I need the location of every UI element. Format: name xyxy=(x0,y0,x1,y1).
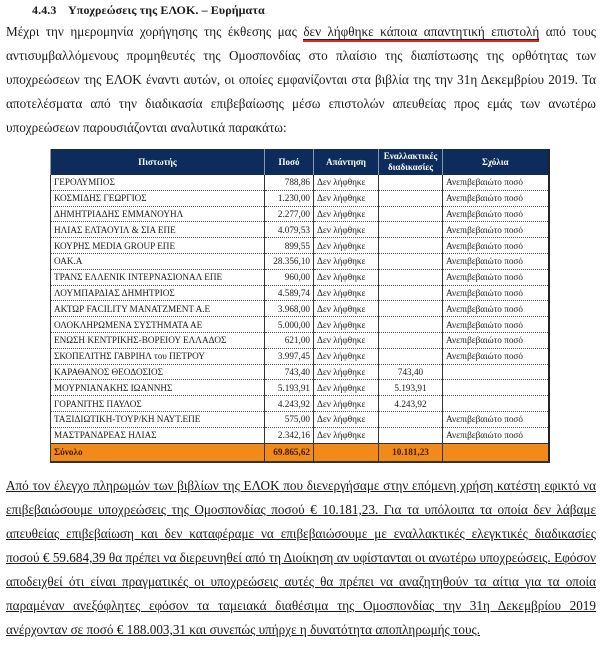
table-row xyxy=(51,238,549,254)
total-alternative: 10.181,23 xyxy=(379,443,443,462)
header-alternative-procedures: Εναλλακτικές διαδικασίες xyxy=(379,149,443,175)
table-total-row xyxy=(51,443,549,462)
cell-alternative xyxy=(379,285,443,301)
total-amount: 69.865,62 xyxy=(265,443,314,462)
cell-creditor: ΚΟΥΡΗΣ MEDIA GROUP ΕΠΕ xyxy=(51,238,265,254)
table-row xyxy=(51,332,549,348)
cell-response: Δεν λήφθηκε xyxy=(314,411,379,427)
cell-response: Δεν λήφθηκε xyxy=(314,364,379,380)
cell-amount: 5.000,00 xyxy=(265,317,314,333)
cell-amount: 4.079,53 xyxy=(265,222,314,238)
cell-amount: 5.193,91 xyxy=(265,380,314,396)
cell-comment: Ανεπιβεβαιώτο ποσό xyxy=(443,238,549,254)
cell-alternative: 743,40 xyxy=(379,364,443,380)
cell-creditor: ΤΡΑΝΣ ΕΛΛΕΝΙΚ ΙΝΤΕΡΝΑΣΙΟΝΑΛ ΕΠΕ xyxy=(51,269,265,285)
cell-amount: 2.277,00 xyxy=(265,206,314,222)
cell-comment: Ανεπιβεβαιώτο ποσό xyxy=(443,427,549,443)
intro-text-before: Μέχρι την ημερομηνία χορήγησης της έκθεσης μας xyxy=(6,24,304,39)
cell-creditor: ΚΟΣΜΙΔΗΣ ΓΕΩΡΓΙΟΣ xyxy=(51,190,265,206)
highlighted-phrase: δεν λήφθηκε κάποια απαντητική επιστολή xyxy=(303,24,540,39)
cell-creditor: ΜΑΣΤΡΑΝΔΡΕΑΣ ΗΛΙΑΣ xyxy=(51,427,265,443)
cell-creditor: ΔΗΜΗΤΡΙΑΔΗΣ ΕΜΜΑΝΟΥΗΛ xyxy=(51,206,265,222)
cell-alternative xyxy=(379,348,443,364)
section-title: Υποχρεώσεις της ΕΛΟΚ. – Ευρήματα xyxy=(68,3,265,17)
table-row xyxy=(51,253,549,269)
cell-comment: Ανεπιβεβαιώτο ποσό xyxy=(443,285,549,301)
cell-alternative xyxy=(379,301,443,317)
cell-comment: Ανεπιβεβαιώτο ποσό xyxy=(443,411,549,427)
table-row xyxy=(51,190,549,206)
table-row xyxy=(51,364,549,380)
cell-amount: 28.356,10 xyxy=(265,253,314,269)
cell-creditor: ΟΑΚ.Α xyxy=(51,253,265,269)
cell-creditor: ΑΚΤΩΡ FACILITY ΜΑΝΑΤΖΜΕΝΤ Α.Ε xyxy=(51,301,265,317)
cell-response: Δεν λήφθηκε xyxy=(314,427,379,443)
cell-comment: Ανεπιβεβαιώτο ποσό xyxy=(443,269,549,285)
cell-alternative xyxy=(379,222,443,238)
table-row xyxy=(51,380,549,396)
cell-response: Δεν λήφθηκε xyxy=(314,396,379,412)
section-number: 4.4.3 xyxy=(32,3,57,17)
cell-comment xyxy=(443,396,549,412)
header-comments: Σχόλια xyxy=(443,149,549,175)
table-row xyxy=(51,317,549,333)
cell-comment: Ανεπιβεβαιώτο ποσό xyxy=(443,348,549,364)
header-amount: Ποσό xyxy=(265,149,314,175)
cell-alternative xyxy=(379,175,443,190)
cell-response: Δεν λήφθηκε xyxy=(314,269,379,285)
cell-amount: 3.968,00 xyxy=(265,301,314,317)
cell-comment: Ανεπιβεβαιώτο ποσό xyxy=(443,253,549,269)
table-row xyxy=(51,285,549,301)
cell-response: Δεν λήφθηκε xyxy=(314,317,379,333)
cell-alternative xyxy=(379,317,443,333)
header-creditor: Πιστωτής xyxy=(51,149,265,175)
total-label: Σύνολο xyxy=(51,443,265,462)
cell-amount: 899,55 xyxy=(265,238,314,254)
table-row xyxy=(51,427,549,443)
cell-comment: Ανεπιβεβαιώτο ποσό xyxy=(443,190,549,206)
cell-response: Δεν λήφθηκε xyxy=(314,206,379,222)
header-response: Απάντηση xyxy=(314,149,379,175)
cell-alternative: 5.193,91 xyxy=(379,380,443,396)
intro-paragraph xyxy=(6,20,596,140)
cell-comment: Ανεπιβεβαιώτο ποσό xyxy=(443,222,549,238)
cell-creditor: ΓΟΡΑΝΙΤΗΣ ΠΑΥΛΟΣ xyxy=(51,396,265,412)
cell-amount: 960,00 xyxy=(265,269,314,285)
cell-amount: 2.342,16 xyxy=(265,427,314,443)
cell-amount: 743,40 xyxy=(265,364,314,380)
cell-alternative xyxy=(379,332,443,348)
cell-amount: 788,86 xyxy=(265,175,314,190)
cell-response: Δεν λήφθηκε xyxy=(314,175,379,190)
cell-creditor: ΣΚΟΠΕΛΙΤΗΣ ΓΑΒΡΙΗΛ του ΠΕΤΡΟΥ xyxy=(51,348,265,364)
total-comment xyxy=(443,443,549,462)
conclusion-paragraph: Από τον έλεγχο πληρωμών των βιβλίων της ΕΛΟΚ που διενεργήσαμε στην επόμενη χρήση κατέστη εφικτό να επιβεβαιώσουμε υποχρεώσεις της Ομοσπονδίας ποσού € 10.181,23. Για τα υπόλοιπα τα οποία δεν λάβαμε απευθείας επιβεβαίωση και δεν καταφέραμε να επιβεβαιώσουμε με εναλλακτικές ελεγκτικές διαδικασίες ποσού € 59.684,39 θα πρέπει να διερευνηθεί από τη Διοίκηση αν υφίστανται οι ανωτέρω υποχρεώσεις. Εφόσον αποδειχθεί ότι είναι πραγματικές οι υποχρεώσεις αυτές θα πρέπει να αναζητηθούν τα αίτια για τα οποία παραμέναν ανεξόφλητες εφόσον τα ταμειακά διαθέσιμα της Ομοσπονδίας την 31η Δεκεμβρίου 2019 ανέρχονταν σε ποσό € 188.003,31 και συνεπώς υπήρχε η δυνατότητα αποπληρωμής τους. xyxy=(6,478,596,637)
cell-amount: 4.589,74 xyxy=(265,285,314,301)
cell-response: Δεν λήφθηκε xyxy=(314,285,379,301)
cell-response: Δεν λήφθηκε xyxy=(314,348,379,364)
cell-comment xyxy=(443,364,549,380)
table-row xyxy=(51,396,549,412)
cell-alternative xyxy=(379,190,443,206)
cell-alternative xyxy=(379,206,443,222)
cell-amount: 621,00 xyxy=(265,332,314,348)
cell-creditor: ΛΟΥΜΠΑΡΔΙΑΣ ΔΗΜΗΤΡΙΟΣ xyxy=(51,285,265,301)
cell-comment: Ανεπιβεβαιώτο ποσό xyxy=(443,206,549,222)
cell-alternative xyxy=(379,427,443,443)
table-row xyxy=(51,348,549,364)
cell-creditor: ΓΕΡΟΛΥΜΠΟΣ xyxy=(51,175,265,190)
cell-response: Δεν λήφθηκε xyxy=(314,190,379,206)
table-row xyxy=(51,301,549,317)
cell-comment: Ανεπιβεβαιώτο ποσό xyxy=(443,301,549,317)
cell-response: Δεν λήφθηκε xyxy=(314,380,379,396)
cell-amount: 4.243,92 xyxy=(265,396,314,412)
cell-creditor: ΟΛΟΚΛΗΡΩΜΕΝΑ ΣΥΣΤΗΜΑΤΑ ΑΕ xyxy=(51,317,265,333)
total-response xyxy=(314,443,379,462)
cell-amount: 1.230,00 xyxy=(265,190,314,206)
table-row xyxy=(51,222,549,238)
cell-creditor: ΗΛΙΑΣ ΕΛΤΑΟΥΙΛ & ΣΙΑ ΕΠΕ xyxy=(51,222,265,238)
cell-alternative xyxy=(379,238,443,254)
cell-response: Δεν λήφθηκε xyxy=(314,222,379,238)
cell-comment xyxy=(443,380,549,396)
table-row xyxy=(51,411,549,427)
section-heading xyxy=(32,3,265,18)
creditors-confirmation-table xyxy=(50,149,550,463)
cell-amount: 575,00 xyxy=(265,411,314,427)
intro-text-after: από τους αντισυμβαλλόμενους προμηθευτές της Ομοσπονδίας στο πλαίσιο της διαπίστωσης της ορθότητας των υποχρεώσεων της ΕΛΟΚ έναντι αυτών, οι οποίες εμφανίζονται στα βιβλία της την 31η Δεκεμβρίου 2019. Τα αποτελέσματα από την διαδικασία επιβεβαίωσης μέσω επιστολών απευθείας προς εμάς των ανωτέρω υποχρεώσεων παρουσιάζονται αναλυτικά παρακάτω: xyxy=(6,24,596,135)
cell-creditor: ΚΑΡΑΘΑΝΟΣ ΘΕΟΔΟΣΙΟΣ xyxy=(51,364,265,380)
cell-response: Δεν λήφθηκε xyxy=(314,253,379,269)
table-header-row xyxy=(51,149,549,175)
cell-alternative xyxy=(379,269,443,285)
cell-comment: Ανεπιβεβαιώτο ποσό xyxy=(443,332,549,348)
cell-alternative: 4.243,92 xyxy=(379,396,443,412)
table-row xyxy=(51,175,549,190)
cell-response: Δεν λήφθηκε xyxy=(314,332,379,348)
cell-alternative xyxy=(379,411,443,427)
cell-alternative xyxy=(379,253,443,269)
cell-creditor: ΕΝΩΣΗ ΚΕΝΤΡΙΚΗΣ-ΒΟΡΕΙΟΥ ΕΛΛΑΔΟΣ xyxy=(51,332,265,348)
cell-amount: 3.997,45 xyxy=(265,348,314,364)
table-row xyxy=(51,206,549,222)
cell-response: Δεν λήφθηκε xyxy=(314,301,379,317)
cell-response: Δεν λήφθηκε xyxy=(314,238,379,254)
table-row xyxy=(51,269,549,285)
cell-creditor: ΜΟΥΡΝΙΑΝΑΚΗΣ ΙΩΑΝΝΗΣ xyxy=(51,380,265,396)
cell-comment: Ανεπιβεβαιώτο ποσό xyxy=(443,317,549,333)
cell-comment: Ανεπιβεβαιώτο ποσό xyxy=(443,175,549,190)
cell-creditor: ΤΑΞΙΔΙΩΤΙΚΗ-ΤΟΥΡ/ΚΗ ΝΑΥΤ.ΕΠΕ xyxy=(51,411,265,427)
